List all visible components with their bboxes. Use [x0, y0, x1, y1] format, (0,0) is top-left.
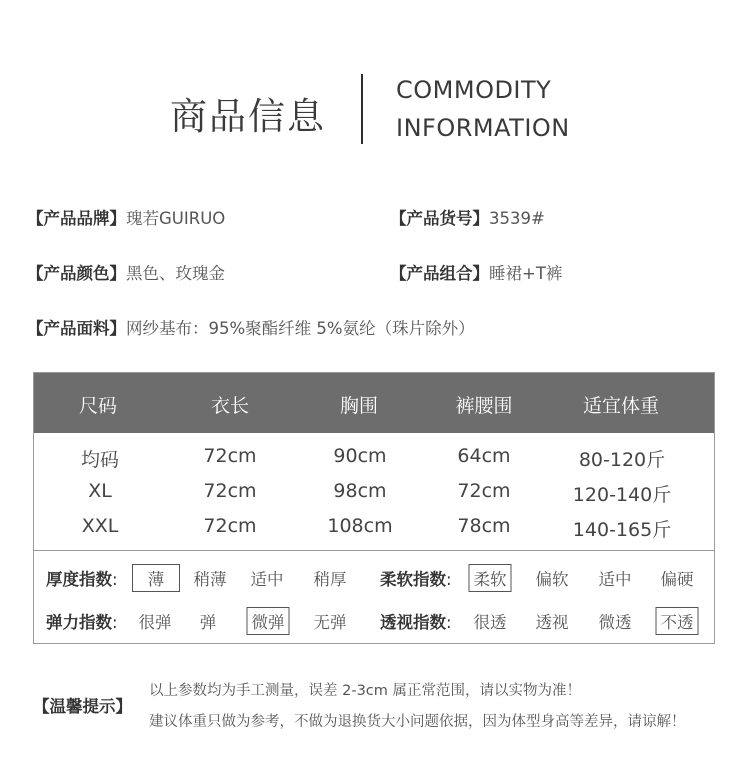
softness-index-label: 柔软指数	[380, 570, 446, 589]
table-cell: 98cm	[333, 480, 387, 502]
transparency-option: 很透	[473, 613, 507, 632]
info-fabric-label: 【产品面料】	[27, 319, 126, 338]
table-cell: 72cm	[203, 445, 257, 467]
info-item-no-value: 3539#	[489, 209, 545, 228]
table-cell: 108cm	[327, 515, 393, 537]
elasticity-option: 无弹	[313, 613, 347, 632]
softness-option: 偏硬	[660, 570, 694, 589]
info-color-label: 【产品颜色】	[27, 264, 126, 283]
table-cell: 80-120斤	[578, 449, 666, 471]
table-header-cell: 胸围	[339, 395, 379, 417]
elasticity-index	[46, 609, 118, 633]
table-cell: 64cm	[457, 445, 511, 467]
info-color	[27, 260, 225, 284]
table-cell: XXL	[81, 515, 119, 537]
table-cell: XL	[88, 480, 112, 502]
notes-label: 【温馨提示】	[33, 697, 132, 716]
info-item-no	[390, 205, 545, 229]
thickness-option: 适中	[250, 570, 284, 589]
info-combo-label: 【产品组合】	[390, 264, 489, 283]
title-divider	[361, 74, 363, 144]
transparency-index-label: 透视指数	[380, 613, 446, 632]
table-header-cell: 裤腰围	[455, 395, 513, 417]
colon: :	[112, 570, 118, 589]
elasticity-option: 很弹	[138, 613, 172, 632]
table-cell: 120-140斤	[572, 484, 672, 506]
elasticity-index-label: 弹力指数	[46, 613, 112, 632]
thickness-option-selected: 薄	[132, 564, 180, 592]
table-divider	[34, 550, 714, 551]
table-cell: 72cm	[203, 515, 257, 537]
colon: :	[446, 613, 452, 632]
notes-line-2: 建议体重只做为参考，不做为退换货大小问题依据，因为体型身高等差异，请谅解！	[149, 714, 686, 730]
colon: :	[112, 613, 118, 632]
thickness-option: 稍薄	[193, 570, 227, 589]
info-brand-label: 【产品品牌】	[27, 209, 126, 228]
elasticity-option: 弹	[199, 613, 217, 632]
thickness-index-label: 厚度指数	[46, 570, 112, 589]
colon: :	[446, 570, 452, 589]
info-fabric-value: 网纱基布：95%聚酯纤维 5%氨纶（珠片除外）	[126, 319, 475, 338]
softness-option: 适中	[598, 570, 632, 589]
page-title-cn: 商品信息	[170, 95, 326, 138]
info-combo-value: 睡裙+T裤	[489, 264, 563, 283]
table-header-cell: 适宜体重	[582, 395, 660, 417]
table-header-cell: 衣长	[210, 395, 250, 417]
info-brand-value: 瑰若GUIRUO	[126, 209, 226, 228]
info-fabric	[27, 315, 475, 339]
table-cell: 140-165斤	[572, 519, 672, 541]
transparency-option: 微透	[598, 613, 632, 632]
info-combo	[390, 260, 562, 284]
info-item-no-label: 【产品货号】	[390, 209, 489, 228]
elasticity-option-selected: 微弹	[247, 607, 290, 635]
transparency-index	[380, 609, 452, 633]
notes-line-1: 以上参数均为手工测量，误差 2-3cm 属正常范围，请以实物为准！	[149, 683, 581, 699]
table-header-cell: 尺码	[78, 395, 118, 417]
info-brand	[27, 205, 225, 229]
table-cell: 72cm	[203, 480, 257, 502]
table-cell: 72cm	[457, 480, 511, 502]
thickness-option: 稍厚	[313, 570, 347, 589]
softness-index	[380, 566, 452, 590]
info-color-value: 黑色、玫瑰金	[126, 264, 225, 283]
transparency-option-selected: 不透	[656, 607, 699, 635]
table-cell: 90cm	[333, 445, 387, 467]
transparency-option: 透视	[535, 613, 569, 632]
thickness-index	[46, 566, 118, 590]
page-title-en-line2: INFORMATION	[396, 114, 570, 142]
softness-option: 偏软	[535, 570, 569, 589]
table-cell: 78cm	[457, 515, 511, 537]
page-title-en-line1: COMMODITY	[396, 76, 552, 104]
softness-option-selected: 柔软	[469, 564, 512, 592]
table-cell: 均码	[80, 449, 120, 471]
